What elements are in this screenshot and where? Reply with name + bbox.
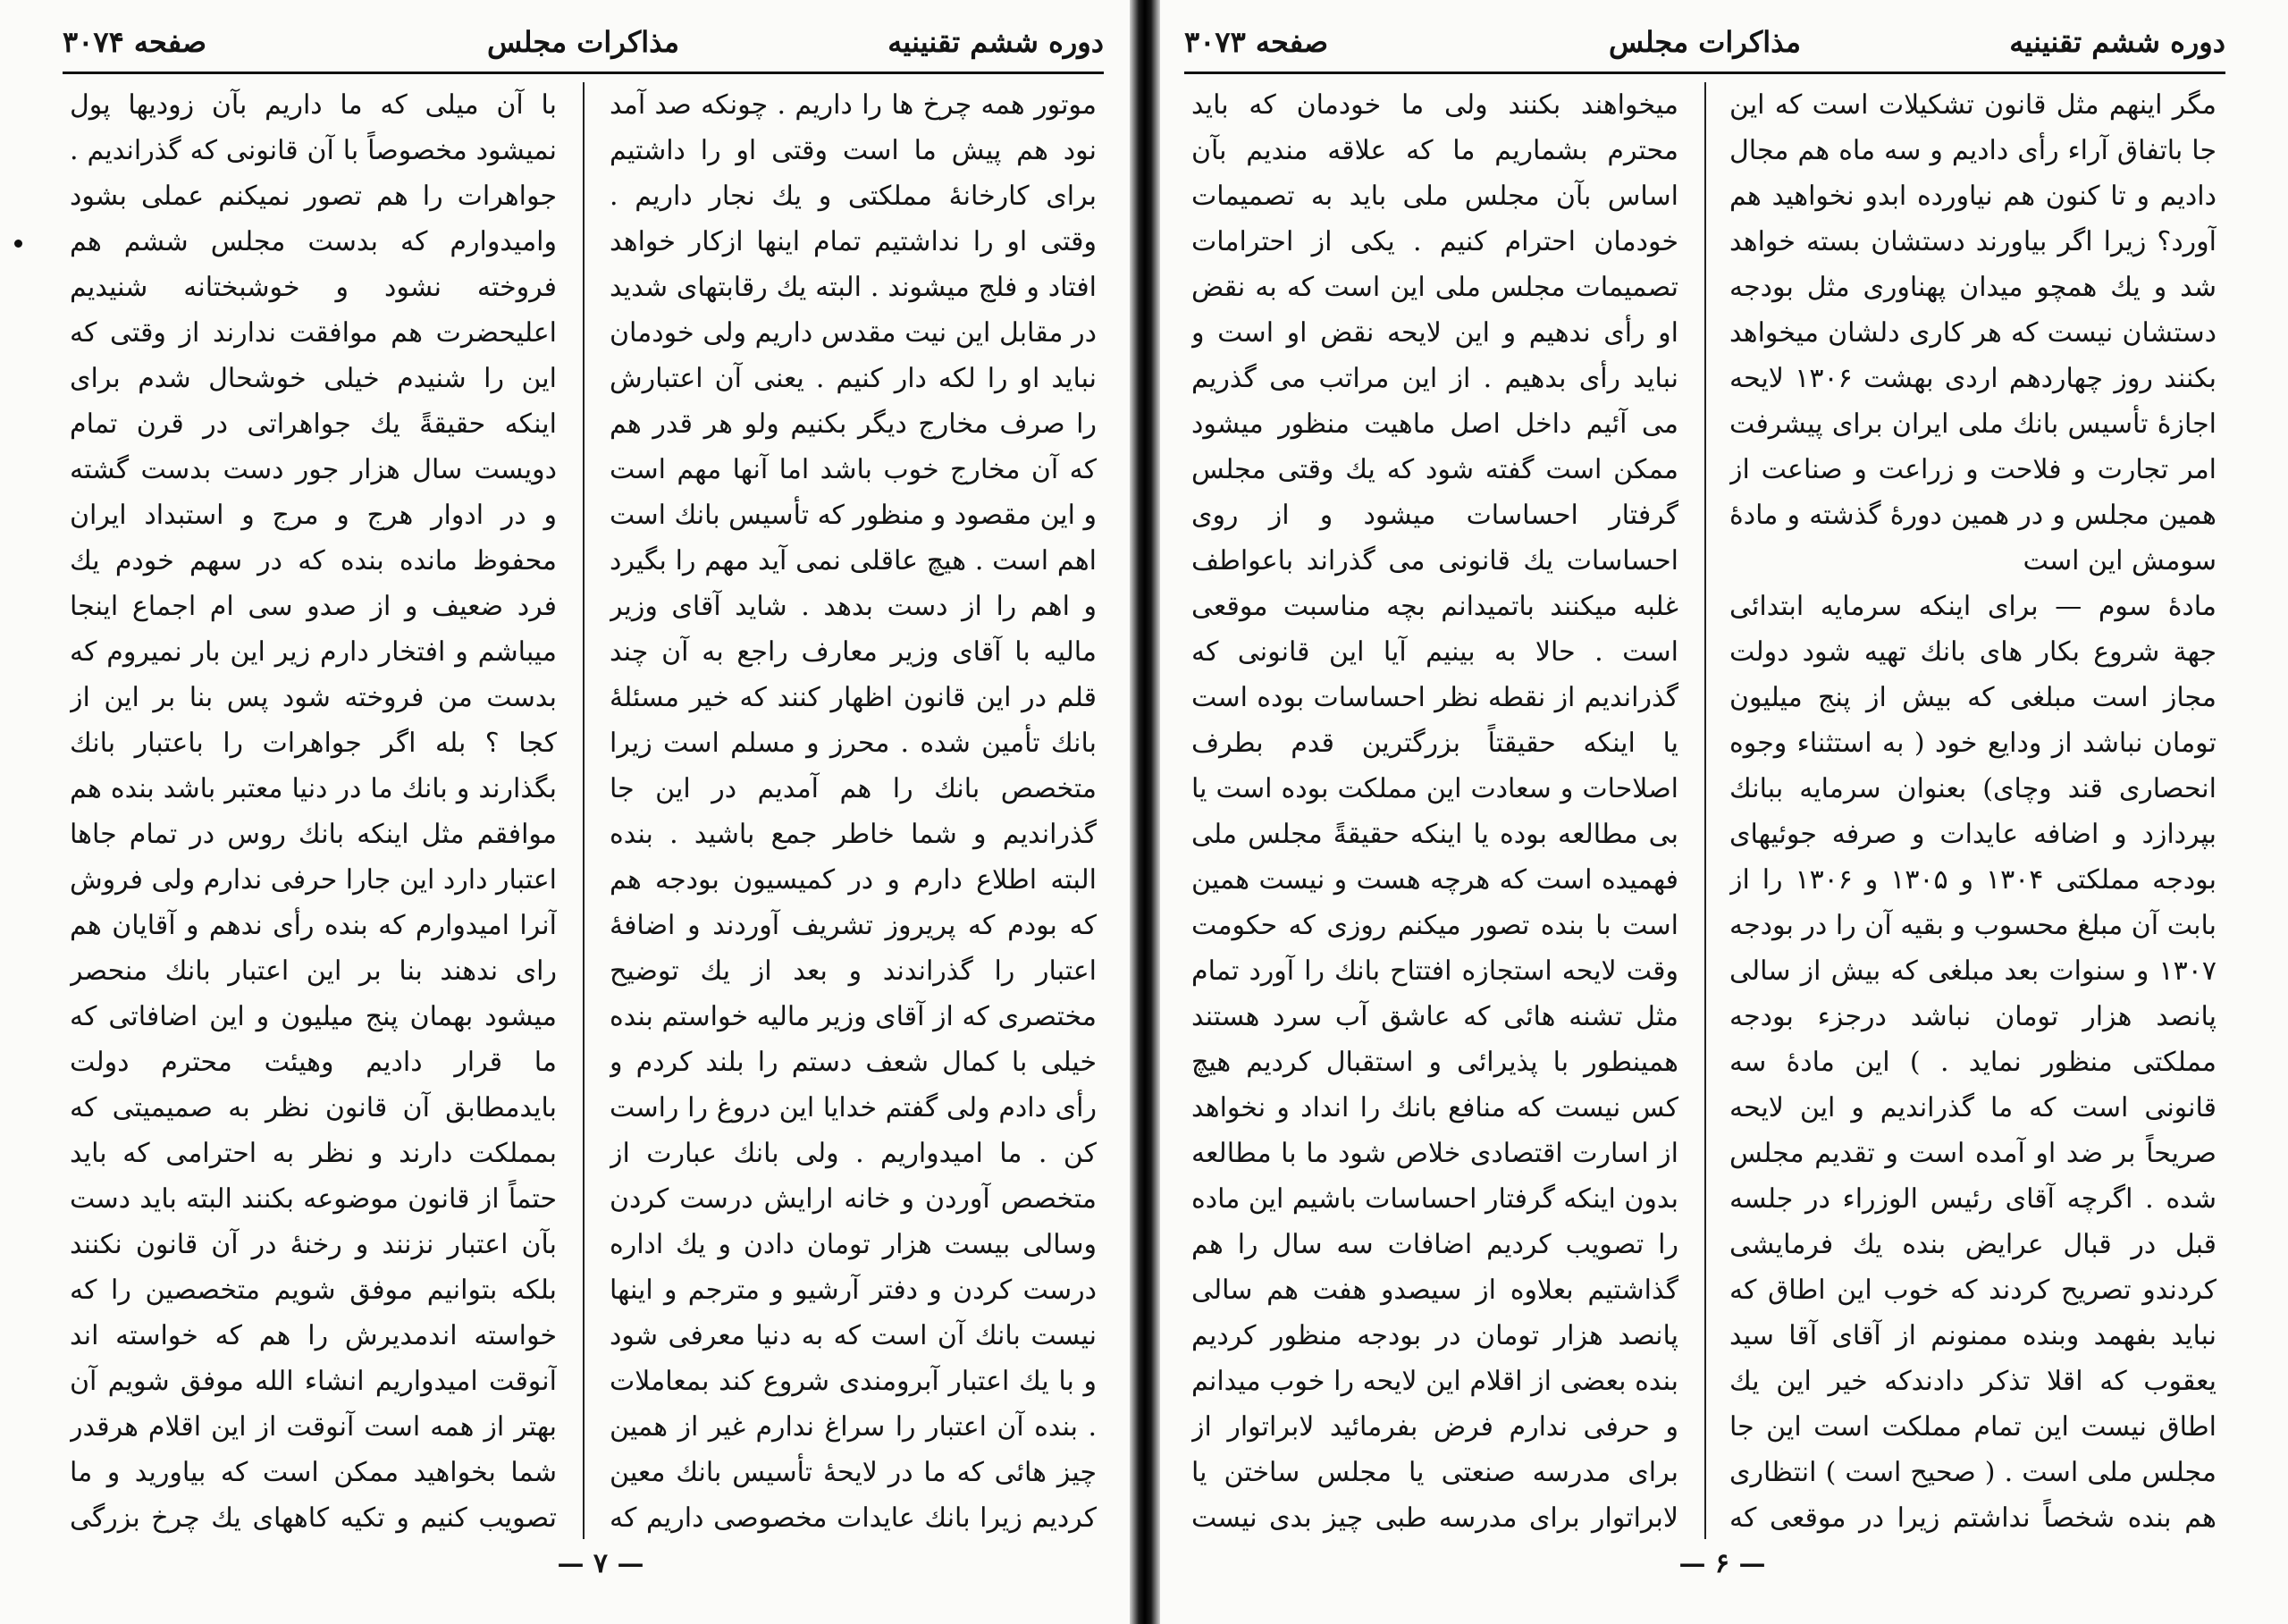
- paragraph: با آن میلی که ما داریم بآن زودیها پول نمیشود مخصوصاً با آن قانونی که گذراندیم . جواهرات را هم تصور نمیکنم عملی بشود وامیدوارم که بدست مجلس ششم هم فروخته نشود و خوشبختانه شنیدیم اعلیحضرت هم موافقت ندارند از وقتی که این را شنیدم خیلی خوشحال شدم برای اینکه حقیقةً یك جواهراتی در قرن تمام دویست سال هزار جور دست بدست گشته و در ادوار هرج و مرج و استبداد ایران محفوظ مانده بنده که در سهم خودم یك فرد ضعیف و از صدو سی ام اجماع اینجا میباشم و افتخار دارم زیر این بار نمیروم که بدست من فروخته شود پس بنا بر این از کجا ؟ بله اگر جواهرات را باعتبار بانك بگذارند و بانك ما در دنیا معتبر باشد بنده هم موافقم مثل اینکه بانك روس در تمام جاها اعتبار دارد این جارا حرفی ندارم ولی فروش آنرا امیدوارم که بنده رأی ندهم و آقایان هم رای ندهند بنا بر این اعتبار بانك منحصر میشود بهمان پنج میلیون و این اضافاتی که ما قرار دادیم وهیئت محترم دولت بایدمطابق آن قانون نظر به صمیمیتی که بمملکت دارند و نظر به احترامی که باید حتماً از قانون موضوعه بکنند البته باید دست بآن اعتبار نزنند و رخنهٔ در آن قانون نکنند بلکه بتوانیم موفق شویم متخصصین را که خواسته اندمدیرش را هم که خواسته اند آنوقت امیدواریم انشاء الله موفق شویم آن بهتر از همه است آنوقت از این اقلام هرقدر شما بخواهید ممکن است که بیاورید و ما تصویب کنیم و تکیه کاههای یك چرخ بزرگی: [70, 89, 557, 1534]
- column-divider: [583, 82, 585, 1539]
- right-page-right-column: [1729, 82, 2216, 1539]
- right-page-header: [1184, 25, 2225, 66]
- publication-title: مذاکرات مجلس: [1608, 25, 1802, 59]
- paragraph: مادهٔ سوم — برای اینکه سرمایه ابتدائی جهة شروع بکار های بانك تهیه شود دولت مجاز است مبلغی که بیش از پنج میلیون تومان نباشد از ودایع خود ( به استثناء وجوه انحصاری قند وچای) بعنوان سرمایه ببانك بپردازد و اضافه عایدات و صرفه جوئیهای بودجه مملکتی ۱۳۰۴ و ۱۳۰۵ و ۱۳۰۶ را از بابت آن مبلغ محسوب و بقیه آن را در بودجه ۱۳۰۷ و سنوات بعد مبلغی که بیش از سالی پانصد هزار تومان نباشد درجزء بودجه مملکتی منظور نماید . ) این مادهٔ سه قانونی است که ما گذراندیم و این لایحه صریحاً بر ضد او آمده است و تقدیم مجلس شده . اگرچه آقای رئیس الوزراء در جلسه قبل در قبال عرایض بنده یك فرمایشی کردندو تصریح کردند که خوب این اطاق که نباید بفهمد وبنده ممنونم از آقای آقا سید یعقوب که اقلا تذکر دادندکه خیر این یك اطاق نیست این تمام مملکت است این جا مجلس ملی است . ( صحیح است ) انتظاری هم بنده شخصاً نداشتم زیرا در موقعی که: [1729, 591, 2216, 1534]
- paragraph: مگر اینهم مثل قانون تشکیلات است که این جا باتفاق آراء رأی دادیم و سه ماه هم مجال دادیم و تا کنون هم نیاورده ابدو نخواهید هم آورد؟ زیرا اگر بیاورند دستشان بسته خواهد شد و یك همچو میدان پهناوری مثل بودجه دستشان نیست که هر کاری دلشان میخواهد بکنند روز چهاردهم اردی بهشت ۱۳۰۶ لایحه اجازهٔ تأسیس بانك ملی ایران برای پیشرفت امر تجارت و فلاحت و زراعت و صناعت از همین مجلس و در همین دورهٔ گذشته و مادهٔ سومش این است: [1729, 89, 2216, 576]
- header-rule: [1184, 72, 2225, 74]
- left-page-left-column: [70, 82, 557, 1539]
- session-label: دوره ششم تقنینیه: [2009, 25, 2225, 59]
- book-spine-gutter: [1130, 0, 1160, 1624]
- right-page: [1148, 0, 2288, 1624]
- session-label: دوره ششم تقنینیه: [887, 25, 1104, 59]
- page-footer-number: — ۶ —: [1678, 1548, 1766, 1579]
- header-rule: [63, 72, 1104, 74]
- paragraph: میخواهند بکنند ولی ما خودمان که باید محترم بشماریم ما که علاقه مندیم بآن اساس بآن مجلس ملی باید به تصمیمات خودمان احترام کنیم . یکی از احترامات تصمیمات مجلس ملی این است که به نقض او رأی ندهیم و این لایحه نقض او است و نباید رأی بدهیم . از این مراتب می گذریم می آئیم داخل اصل ماهیت منظور میشود ممکن است گفته شود که یك وقتی مجلس گرفتار احساسات میشود و از روی احساسات یك قانونی می گذراند باعواطف غلبه میکنند باتمیدانم بچه مناسبت موقعی است . حالا به بینیم آیا این قانونی که گذراندیم از نقطه نظر احساسات بوده است یا اینکه حقیقتاً بزرگترین قدم بطرف اصلاحات و سعادت این مملکت بوده است یا بی مطالعه بوده یا اینکه حقیقةً مجلس ملی فهمیده است که هرچه هست و نیست همین است با بنده تصور میکنم روزی که حکومت وقت لایحه استجازه افتتاح بانك را آورد تمام مثل تشنه هائی که عاشق آب سرد هستند همینطور با پذیرائی و استقبال کردیم هیچ کس نیست که منافع بانك را انداد و نخواهد از اسارت اقتصادی خلاص شود ما با مطالعه بدون اینکه گرفتار احساسات باشیم این ماده را تصویب کردیم اضافات سه سال را هم گذاشتیم بعلاوه از سیصدو هفت هم سالی پانصد هزار تومان در بودجه منظور کردیم بنده بعضی از اقلام این لایحه را خوب میدانم و حرفی ندارم فرض بفرمائید لابراتوار از برای مدرسه صنعتی یا مجلس ساختن یا لابراتوار برای مدرسه طبی چیز بدی نیست: [1191, 89, 1678, 1534]
- paragraph: موتور همه چرخ ها را داریم . چونکه صد آمد نود هم پیش ما است وقتی او را داشتیم برای کارخانهٔ مملکتی و یك نجار داریم . وقتی او را نداشتیم تمام اینها ازکار خواهد افتاد و فلج میشوند . البته یك رقابتهای شدید در مقابل این نیت مقدس داریم ولی خودمان نباید او را لکه دار کنیم . یعنی آن اعتبارش را صرف مخارج دیگر بکنیم ولو هر قدر هم که آن مخارج خوب باشد اما آنها مهم است و این مقصود و منظور که تأسیس بانك است اهم است . هیچ عاقلی نمی آید مهم را بگیرد و اهم را از دست بدهد . شاید آقای وزیر مالیه با آقای وزیر معارف راجع به آن چند قلم در این قانون اظهار کنند که خیر مسئلهٔ بانك تأمین شده . محرز و مسلم است زیرا متخصص بانك را هم آمدیم در این جا گذراندیم و شما خاطر جمع باشید . بنده البته اطلاع دارم و در کمیسیون بودجه هم که بودم که پریروز تشریف آوردند و اضافهٔ اعتبار را گذراندند و بعد از یك توضیح مختصری که از آقای وزیر مالیه خواستم بنده خیلی با کمال شعف دستم را بلند کردم و رأی دادم ولی گفتم خدایا این دروغ را راست کن . ما امیدواریم . ولی بانك عبارت از متخصص آوردن و خانه ارایش درست کردن وسالی بیست هزار تومان دادن و یك اداره درست کردن و دفتر آرشیو و مترجم و اینها نیست بانك آن است که به دنیا معرفی شود و با یك اعتبار آبرومندی شروع کند بمعاملات . بنده آن اعتبار را سراغ ندارم غیر از همین چیز هائی که ما در لایحهٔ تأسیس بانك معین کردیم زیرا بانك عایدات مخصوصی داریم که: [610, 89, 1097, 1534]
- left-page-header: [63, 25, 1104, 66]
- column-divider: [1704, 82, 1706, 1539]
- publication-title: مذاکرات مجلس: [486, 25, 680, 59]
- left-page-right-column: [610, 82, 1097, 1539]
- page-footer-number: — ۷ —: [557, 1548, 644, 1579]
- margin-dot: [14, 240, 22, 248]
- page-number-label: صفحه ۳۰۷۴: [63, 25, 207, 59]
- left-page: [0, 0, 1140, 1624]
- page-number-label: صفحه ۳۰۷۳: [1184, 25, 1329, 59]
- right-page-left-column: [1191, 82, 1678, 1539]
